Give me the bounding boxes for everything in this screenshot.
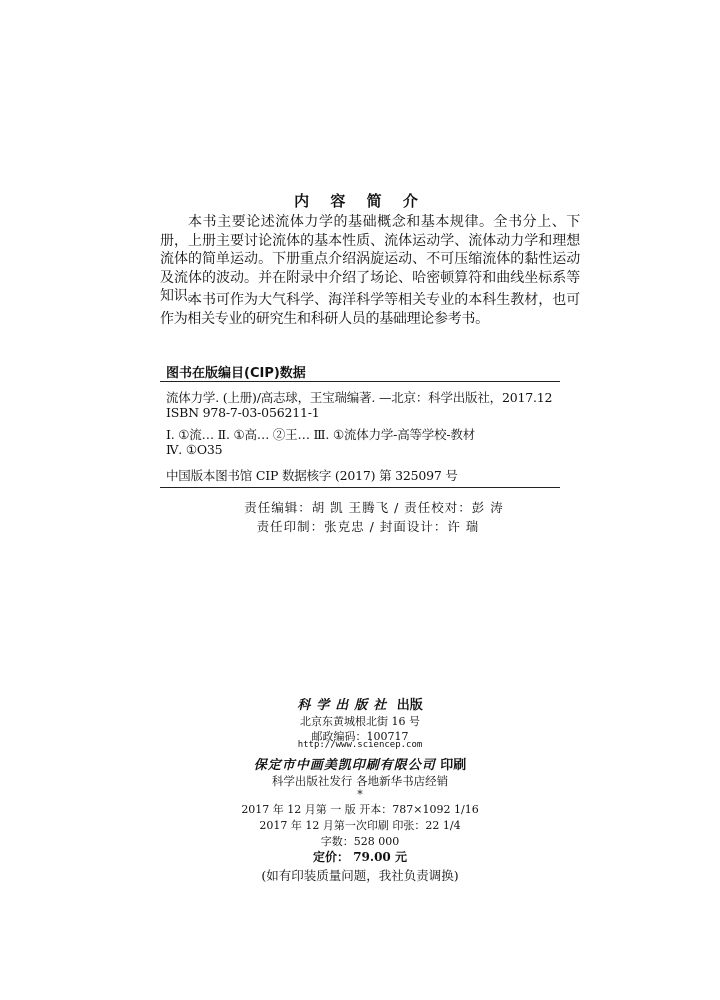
summary-paragraph-2: 本书可作为大气科学、海洋科学等相关专业的本科生教材，也可作为相关专业的研究生和科研人员的基础理论参考书。 bbox=[160, 292, 580, 327]
printer-line bbox=[0, 754, 720, 773]
cip-top-rule bbox=[160, 381, 560, 382]
publisher-line bbox=[0, 694, 720, 713]
printer-suffix: 印刷 bbox=[440, 758, 467, 773]
publisher-address: 北京东黄城根北街 16 号 bbox=[300, 715, 420, 728]
cip-subject-line: Ⅰ. ①流… Ⅱ. ①高… ②王… Ⅲ. ①流体力学-高等学校-教材 bbox=[166, 427, 476, 442]
publisher-suffix: 出版 bbox=[396, 698, 423, 713]
summary-heading: 内 容 简 介 bbox=[294, 192, 426, 210]
publisher-url: http://www.sciencep.com bbox=[297, 740, 423, 750]
publisher-seal: 科学出版社 bbox=[297, 698, 393, 713]
cip-class-line: Ⅳ. ①O35 bbox=[166, 442, 223, 457]
cip-title-line: 流体力学. (上册)/高志球，王宝瑞编著. —北京：科学出版社，2017.12 bbox=[166, 390, 553, 405]
edition-line: 2017 年 12 月第 一 版 开本：787×1092 1/16 bbox=[241, 803, 479, 816]
cip-heading: 图书在版编目(CIP)数据 bbox=[166, 366, 306, 381]
cip-isbn-line: ISBN 978-7-03-056211-1 bbox=[166, 405, 320, 420]
price: 定价： 79.00 元 bbox=[313, 850, 407, 864]
summary-paragraph-1: 本书主要论述流体力学的基础概念和基本规律。全书分上、下册，上册主要讨论流体的基本性质、流体运动学、流体动力学和理想流体的简单运动。下册重点介绍涡旋运动、不可压缩流体的黏性运动及流体的波动。并在附录中介绍了场论、哈密顿算符和曲线坐标系等知识。 bbox=[160, 214, 580, 305]
separator-star: * bbox=[357, 788, 363, 801]
editors-line-2: 责任印制：张克忠 / 封面设计：许 瑞 bbox=[256, 519, 480, 534]
cip-record-number: 中国版本图书馆 CIP 数据核字 (2017) 第 325097 号 bbox=[166, 468, 458, 483]
printing-line: 2017 年 12 月第一次印刷 印张：22 1/4 bbox=[259, 819, 461, 832]
postal-code: 邮政编码：100717 bbox=[311, 730, 409, 743]
cip-bottom-rule bbox=[160, 487, 560, 488]
quality-note: (如有印装质量问题，我社负责调换) bbox=[261, 868, 459, 883]
editors-line-1: 责任编辑：胡 凯 王腾飞 / 责任校对：彭 涛 bbox=[244, 500, 504, 515]
distribution-line: 科学出版社发行 各地新华书店经销 bbox=[271, 774, 449, 788]
word-count: 字数：528 000 bbox=[320, 835, 400, 848]
printer-seal: 保定市中画美凯印刷有限公司 bbox=[253, 758, 436, 773]
